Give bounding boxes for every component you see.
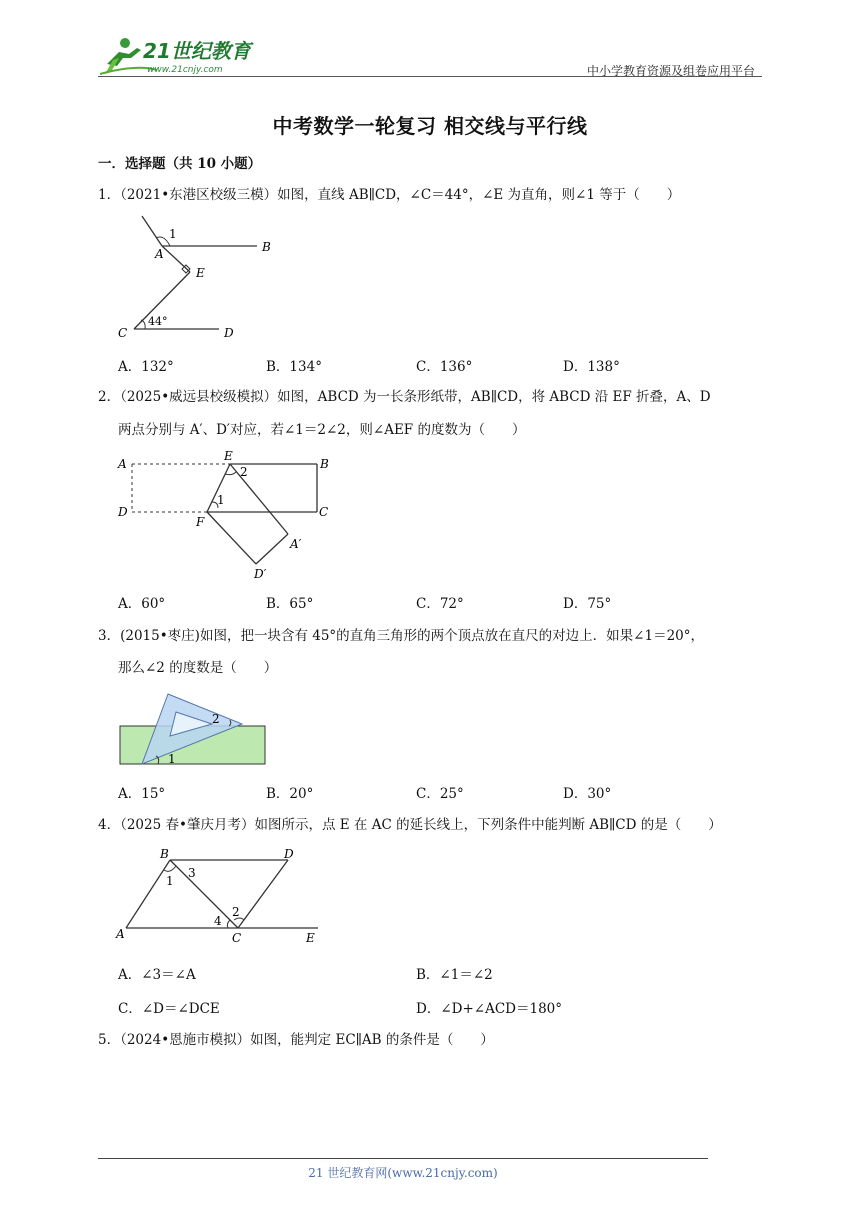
q2-option-d[interactable]: D．75° (563, 596, 612, 612)
question-2-line2: 两点分别与 A′、D′对应，若∠1＝2∠2，则∠AEF 的度数为（ ） (118, 422, 526, 438)
q1-option-b[interactable]: B．134° (266, 359, 322, 375)
question-source: （2021•东港区校级三模） (120, 187, 278, 203)
question-text-line1: 如图，ABCD 为一长条形纸带，AB∥CD，将 ABCD 沿 EF 折叠，A、D (277, 389, 711, 405)
fig3-label-2: 2 (212, 712, 220, 726)
question-text: 如图，直线 AB∥CD，∠C＝44°，∠E 为直角，则∠1 等于（ ） (277, 187, 681, 203)
fig2-label-2: 2 (240, 465, 248, 479)
question-source: （2024•恩施市模拟） (120, 1032, 251, 1048)
q1-option-d[interactable]: D．138° (563, 359, 620, 375)
q3-option-c[interactable]: C．25° (416, 786, 464, 802)
fig1-label-E: E (196, 266, 205, 280)
question-4 (98, 816, 722, 834)
fig4-label-2: 2 (232, 905, 240, 919)
q2-option-a[interactable]: A．60° (118, 596, 166, 612)
fig2-label-D: D (118, 505, 128, 519)
q1-option-c[interactable]: C．136° (416, 359, 473, 375)
question-1 (98, 186, 680, 204)
fig2-label-E: E (224, 449, 233, 463)
fig4-label-1: 1 (166, 874, 174, 888)
figure-q1 (112, 214, 282, 348)
page-title: 中考数学一轮复习 相交线与平行线 (272, 114, 588, 138)
figure-q2 (112, 446, 352, 590)
question-number: 5． (98, 1032, 121, 1048)
question-3 (98, 627, 704, 645)
fig2-label-F: F (196, 515, 205, 529)
section-heading: 一．选择题（共 10 小题） (98, 156, 262, 172)
fig2-label-C: C (319, 505, 329, 519)
fig4-label-C: C (232, 931, 242, 945)
q2-option-b[interactable]: B．65° (266, 596, 314, 612)
fig1-label-B: B (262, 240, 271, 254)
fig4-label-E: E (306, 931, 315, 945)
fig4-label-A: A (116, 927, 125, 941)
fig1-label-D: D (224, 326, 234, 340)
figure-q4 (112, 846, 332, 950)
fig4-label-D: D (284, 847, 294, 861)
fig2-label-A-prime: A′ (290, 537, 302, 551)
fig2-label-D-prime: D′ (254, 567, 267, 581)
q3-option-d[interactable]: D．30° (563, 786, 612, 802)
fig4-label-B: B (160, 847, 169, 861)
fig1-label-44: 44° (148, 315, 168, 328)
question-number: 2． (98, 389, 121, 405)
fig2-label-B: B (320, 457, 329, 471)
fig4-label-4: 4 (214, 914, 222, 928)
runner-logo-icon (97, 34, 272, 78)
header-divider (98, 76, 762, 77)
q1-option-a[interactable]: A．132° (118, 359, 174, 375)
platform-name: 中小学教育资源及组卷应用平台 (586, 64, 755, 78)
q4-option-a[interactable]: A．∠3＝∠A (118, 967, 196, 983)
fig3-label-1: 1 (168, 752, 176, 766)
footer-divider (98, 1158, 708, 1159)
question-text: 如图，能判定 EC∥AB 的条件是（ ） (250, 1032, 494, 1048)
question-source: （2025 春•肇庆月考） (120, 817, 255, 833)
question-3-line2: 那么∠2 的度数是（ ） (118, 660, 278, 676)
brand-main: 21世纪教育 (143, 39, 251, 63)
brand-url: www.21cnjy.com (147, 65, 223, 75)
question-5 (98, 1031, 494, 1049)
question-number: 1． (98, 187, 121, 203)
question-number: 3． (98, 628, 121, 644)
question-source: (2015•枣庄) (120, 628, 200, 644)
question-text: 如图所示，点 E 在 AC 的延长线上，下列条件中能判断 AB∥CD 的是（ ） (254, 817, 722, 833)
q3-option-b[interactable]: B．20° (266, 786, 314, 802)
question-2 (98, 388, 711, 406)
brand-logo (97, 34, 272, 78)
fig2-label-1: 1 (217, 493, 225, 507)
footer-text[interactable]: 21 世纪教育网(www.21cnjy.com) (308, 1166, 498, 1180)
q2-option-c[interactable]: C．72° (416, 596, 464, 612)
question-text-line1: 如图，把一块含有 45°的直角三角形的两个顶点放在直尺的对边上．如果∠1＝20°， (199, 628, 705, 644)
fig4-label-3: 3 (188, 866, 196, 880)
figure-q3 (112, 690, 282, 774)
q4-option-b[interactable]: B．∠1＝∠2 (416, 967, 493, 983)
question-number: 4． (98, 817, 121, 833)
fig1-label-C: C (118, 326, 128, 340)
q3-option-a[interactable]: A．15° (118, 786, 166, 802)
q4-option-d[interactable]: D．∠D+∠ACD＝180° (416, 1001, 563, 1017)
fig2-label-A: A (118, 457, 127, 471)
q4-option-c[interactable]: C．∠D＝∠DCE (118, 1001, 220, 1017)
fig1-label-1: 1 (169, 227, 177, 241)
question-source: （2025•威远县校级模拟） (120, 389, 278, 405)
fig1-label-A: A (155, 247, 164, 261)
